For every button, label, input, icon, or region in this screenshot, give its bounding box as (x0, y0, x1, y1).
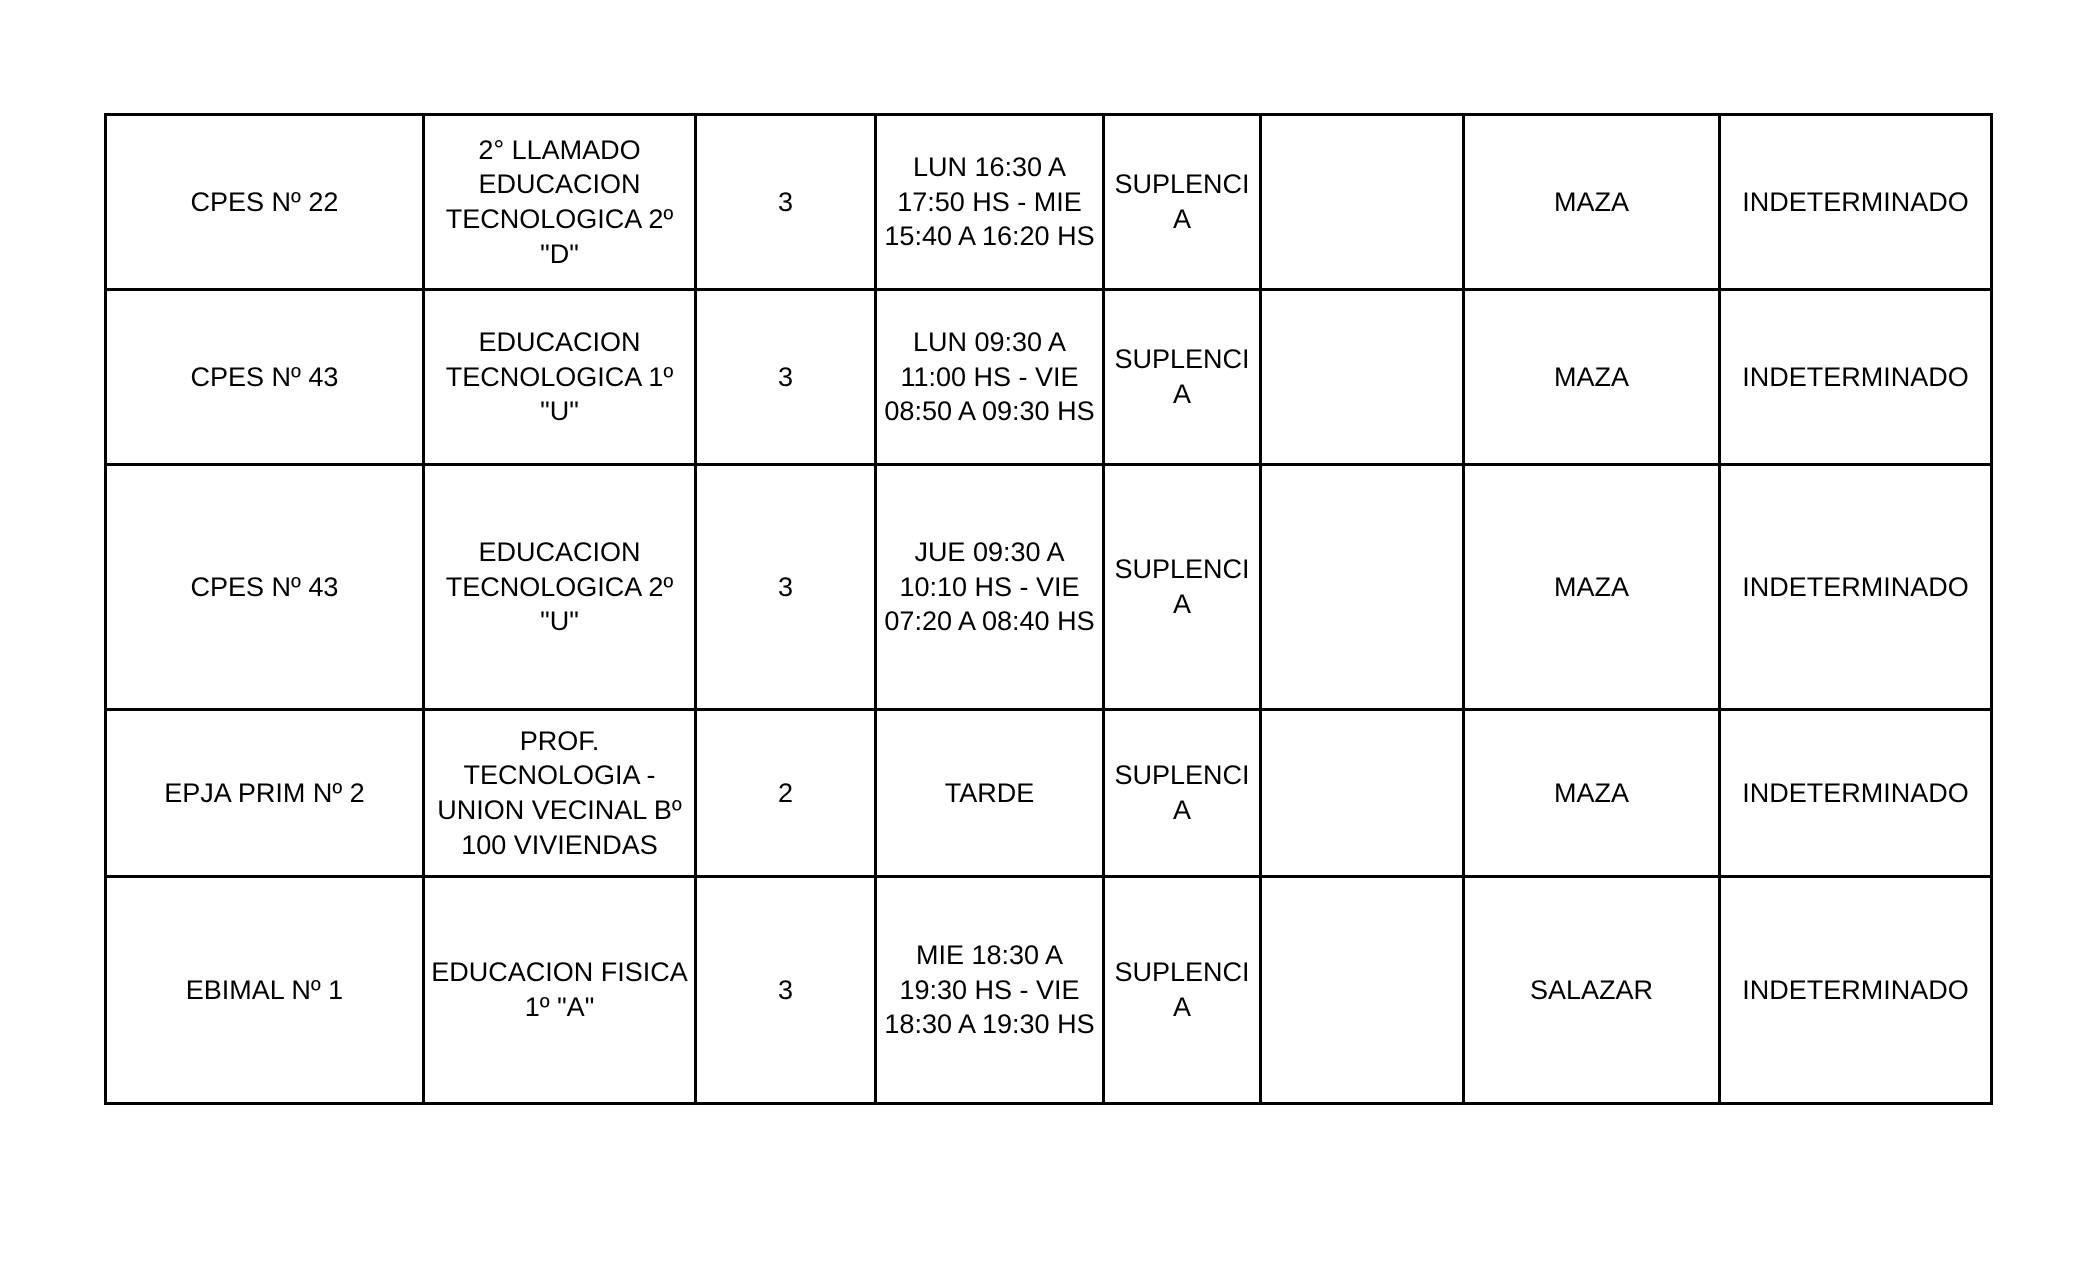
cell-subject: EDUCACION TECNOLOGICA 1º "U" (424, 290, 696, 465)
cell-hours: 2 (696, 710, 876, 877)
table-row (106, 465, 1992, 710)
cell-status: SUPLENCIA (1104, 115, 1261, 290)
cell-hours: 3 (696, 877, 876, 1104)
cell-subject: PROF. TECNOLOGIA - UNION VECINAL Bº 100 VIVIENDAS (424, 710, 696, 877)
cell-duration: INDETERMINADO (1720, 877, 1992, 1104)
cell-subject: EDUCACION TECNOLOGICA 2º "U" (424, 465, 696, 710)
cell-institution: CPES Nº 43 (106, 290, 424, 465)
cell-teacher: MAZA (1464, 290, 1720, 465)
cell-status: SUPLENCIA (1104, 710, 1261, 877)
cell-schedule: TARDE (876, 710, 1104, 877)
cell-subject: 2° LLAMADO EDUCACION TECNOLOGICA 2º "D" (424, 115, 696, 290)
cell-teacher: MAZA (1464, 710, 1720, 877)
cell-blank (1261, 290, 1464, 465)
table-row (106, 290, 1992, 465)
cell-status: SUPLENCIA (1104, 877, 1261, 1104)
cell-teacher: SALAZAR (1464, 877, 1720, 1104)
cell-institution: CPES Nº 22 (106, 115, 424, 290)
cell-duration: INDETERMINADO (1720, 290, 1992, 465)
schedule-table-container (104, 113, 1990, 1105)
cell-blank (1261, 115, 1464, 290)
cell-hours: 3 (696, 290, 876, 465)
cell-duration: INDETERMINADO (1720, 710, 1992, 877)
table-row (106, 710, 1992, 877)
cell-institution: EPJA PRIM Nº 2 (106, 710, 424, 877)
cell-subject: EDUCACION FISICA 1º "A" (424, 877, 696, 1104)
cell-schedule: LUN 09:30 A 11:00 HS - VIE 08:50 A 09:30 HS (876, 290, 1104, 465)
cell-schedule: MIE 18:30 A 19:30 HS - VIE 18:30 A 19:30 HS (876, 877, 1104, 1104)
cell-schedule: LUN 16:30 A 17:50 HS - MIE 15:40 A 16:20 HS (876, 115, 1104, 290)
table-row (106, 115, 1992, 290)
cell-teacher: MAZA (1464, 115, 1720, 290)
cell-institution: EBIMAL Nº 1 (106, 877, 424, 1104)
schedule-table (104, 113, 1993, 1105)
cell-blank (1261, 465, 1464, 710)
cell-duration: INDETERMINADO (1720, 465, 1992, 710)
cell-duration: INDETERMINADO (1720, 115, 1992, 290)
cell-institution: CPES Nº 43 (106, 465, 424, 710)
cell-status: SUPLENCIA (1104, 290, 1261, 465)
table-row (106, 877, 1992, 1104)
cell-hours: 3 (696, 465, 876, 710)
cell-hours: 3 (696, 115, 876, 290)
cell-teacher: MAZA (1464, 465, 1720, 710)
cell-blank (1261, 877, 1464, 1104)
cell-blank (1261, 710, 1464, 877)
cell-status: SUPLENCIA (1104, 465, 1261, 710)
cell-schedule: JUE 09:30 A 10:10 HS - VIE 07:20 A 08:40 HS (876, 465, 1104, 710)
